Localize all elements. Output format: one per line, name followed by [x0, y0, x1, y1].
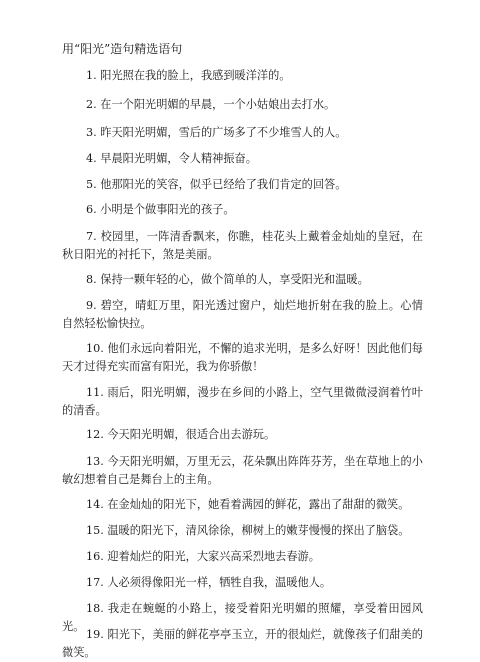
sentence-item	[62, 150, 423, 168]
sentence-text: 我走在蜿蜒的小路上，接受着阳光明媚的照耀，享受着田园风光。	[62, 602, 423, 633]
sentence-number: 9.	[86, 299, 97, 312]
sentence-number: 10.	[86, 342, 104, 355]
sentence-item	[62, 453, 423, 489]
sentence-number: 1.	[86, 69, 97, 82]
sentence-text: 校园里，一阵清香飘来，你瞧，桂花头上戴着金灿灿的皇冠，在秋日阳光的衬托下，煞是美丽。	[62, 230, 423, 261]
sentence-text: 阳光下，美丽的鲜花亭亭玉立，开的很灿烂，就像孩子们甜美的微笑。	[62, 628, 423, 659]
sentence-item	[62, 340, 423, 376]
sentence-item	[62, 124, 423, 142]
sentence-number: 8.	[86, 273, 97, 286]
sentence-item	[62, 574, 423, 592]
sentence-item	[62, 228, 423, 264]
sentence-item	[62, 548, 423, 566]
sentence-number: 11.	[86, 386, 104, 399]
sentence-number: 4.	[86, 152, 97, 165]
sentence-number: 7.	[86, 230, 97, 243]
sentence-text: 在一个阳光明媚的早晨，一个小姑娘出去打水。	[100, 98, 336, 111]
sentence-number: 13.	[86, 455, 104, 468]
sentence-item	[62, 626, 423, 662]
sentence-text: 保持一颗年轻的心，做个简单的人，享受阳光和温暖。	[100, 273, 369, 286]
sentence-item	[62, 271, 423, 289]
sentence-text: 碧空，晴虹万里，阳光透过窗户，灿烂地折射在我的脸上。心情自然轻松愉快拉。	[62, 299, 423, 330]
sentence-item	[62, 67, 423, 85]
sentence-number: 12.	[86, 428, 104, 441]
sentence-text: 迎着灿烂的阳光，大家兴高采烈地去春游。	[107, 550, 320, 563]
sentence-number: 3.	[86, 126, 97, 139]
sentence-item	[62, 384, 423, 420]
sentence-item	[62, 96, 423, 114]
sentence-item	[62, 297, 423, 333]
sentence-text: 小明是个做事阳光的孩子。	[100, 203, 235, 216]
sentence-number: 19.	[86, 628, 104, 641]
sentence-text: 温暖的阳光下，清风徐徐，柳树上的嫩芽慢慢的探出了脑袋。	[107, 524, 410, 537]
sentence-item	[62, 176, 423, 194]
sentence-item	[62, 201, 423, 219]
sentence-number: 5.	[86, 178, 97, 191]
sentence-item	[62, 522, 423, 540]
sentence-text: 昨天阳光明媚，雪后的广场多了不少堆雪人的人。	[100, 126, 347, 139]
sentence-text: 阳光照在我的脸上，我感到暖洋洋的。	[100, 69, 291, 82]
sentence-number: 6.	[86, 203, 97, 216]
sentence-item	[62, 496, 423, 514]
sentence-number: 14.	[86, 498, 104, 511]
sentence-item	[62, 426, 423, 444]
sentence-text: 今天阳光明媚，很适合出去游玩。	[107, 428, 276, 441]
sentence-number: 16.	[86, 550, 104, 563]
sentence-number: 18.	[86, 602, 104, 615]
sentence-number: 2.	[86, 98, 97, 111]
sentence-number: 15.	[86, 524, 104, 537]
document-title: 用“阳光”造句精选语句	[62, 42, 183, 56]
sentence-text: 雨后，阳光明媚，漫步在乡间的小路上，空气里微微浸润着竹叶的清香。	[62, 386, 423, 417]
sentence-text: 他那阳光的笑容，似乎已经给了我们肯定的回答。	[100, 178, 347, 191]
sentence-number: 17.	[86, 576, 104, 589]
sentence-text: 人必须得像阳光一样，牺牲自我，温暖他人。	[107, 576, 332, 589]
sentence-text: 在金灿灿的阳光下，她看着满园的鲜花，露出了甜甜的微笑。	[107, 498, 410, 511]
sentence-text: 早晨阳光明媚，令人精神振奋。	[100, 152, 257, 165]
sentence-text: 今天阳光明媚，万里无云，花朵飘出阵阵芬芳，坐在草地上的小敏幻想着自己是舞台上的主角。	[62, 455, 423, 486]
sentence-text: 他们永远向着阳光，不懈的追求光明，是多么好呀！因此他们每天才过得充实而富有阳光，我为你骄傲！	[62, 342, 423, 373]
